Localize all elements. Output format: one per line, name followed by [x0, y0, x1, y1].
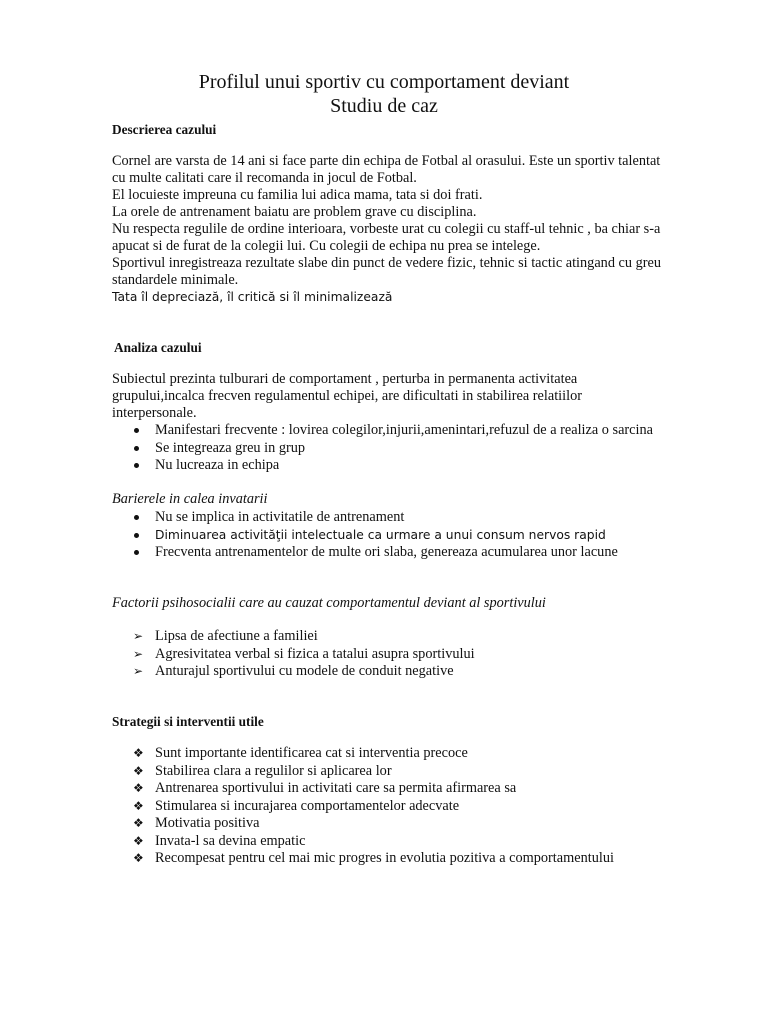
arrow-bullet-icon: ➢: [133, 629, 144, 643]
list-item: Diminuarea activităţii intelectuale ca urmare a unui consum nervos rapid: [112, 527, 618, 545]
diamond-bullet-icon: ❖: [133, 781, 144, 795]
strategies-heading: Strategii si interventii utile: [112, 714, 264, 729]
analysis-heading: Analiza cazului: [114, 340, 202, 355]
bullet-dot-icon: [134, 515, 139, 520]
analysis-paragraph: [112, 371, 712, 422]
diamond-bullet-icon: ❖: [133, 851, 144, 865]
description-line: Cornel are varsta de 14 ani si face parte din echipa de Fotbal al orasului. Este un sportiv talentat: [112, 153, 661, 169]
bullet-dot-icon: [134, 428, 139, 433]
list-item: Nu se implica in activitatile de antrenament: [112, 509, 618, 527]
analysis-bullet-list: [112, 422, 653, 475]
list-item: ❖ Stabilirea clara a regulilor si aplicarea lor: [133, 762, 392, 779]
description-line: El locuieste impreuna cu familia lui adica mama, tata si doi frati.: [112, 187, 483, 203]
barriers-heading: Barierele in calea invatarii: [112, 491, 268, 507]
list-item: Nu lucreaza in echipa: [112, 457, 653, 475]
diamond-bullet-icon: ❖: [133, 746, 144, 760]
factors-bullet-list: [112, 628, 475, 681]
list-item: ❖ Motivatia positiva: [133, 815, 260, 831]
description-line: Sportivul inregistreaza rezultate slabe din punct de vedere fizic, tehnic si tactic atingand cu greu: [112, 255, 662, 271]
diamond-bullet-icon: ❖: [133, 833, 144, 848]
description-line: apucat si de furat de la colegii lui. Cu colegii de echipa nu prea se intelege.: [112, 238, 541, 254]
diamond-bullet-icon: ❖: [133, 798, 144, 813]
barriers-bullet-list: [112, 509, 618, 562]
list-item: ❖ Recompesat pentru cel mai mic progres in evolutia pozitiva a comportamentului: [133, 850, 614, 866]
bullet-dot-icon: [134, 550, 139, 555]
description-line: Tata îl depreciază, îl critică si îl minimalizează: [112, 290, 393, 304]
diamond-bullet-icon: ❖: [133, 816, 144, 830]
factors-heading: Factorii psihosocialii care au cauzat comportamentul deviant al sportivului: [112, 595, 546, 611]
analysis-line: grupului,incalca frecven regulamentul echipei, are dificultati in stabilirea relatiilor: [112, 388, 583, 404]
list-item: Frecventa antrenamentelor de multe ori slaba, genereaza acumularea unor lacune: [112, 544, 618, 562]
list-item: Se integreaza greu in grup: [112, 440, 653, 458]
description-heading: Descrierea cazului: [112, 122, 217, 137]
list-item: ➢ Lipsa de afectiune a familiei: [133, 628, 318, 644]
arrow-bullet-icon: ➢: [133, 646, 144, 661]
bullet-dot-icon: [134, 533, 139, 538]
list-item: ❖ Antrenarea sportivului in activitati care sa permita afirmarea sa: [133, 780, 517, 796]
diamond-bullet-icon: ❖: [133, 763, 144, 778]
document-subtitle: Studiu de caz: [330, 95, 438, 117]
strategies-bullet-list: [112, 745, 614, 868]
list-item: Manifestari frecvente : lovirea colegilor,injurii,amenintari,refuzul de a realiza o sarcina: [112, 422, 653, 440]
description-line: standardele minimale.: [112, 272, 239, 288]
analysis-line: interpersonale.: [112, 405, 197, 421]
bullet-dot-icon: [134, 463, 139, 468]
document-title: Profilul unui sportiv cu comportament deviant: [198, 71, 570, 93]
list-item: ➢ Agresivitatea verbal si fizica a tatalui asupra sportivului: [133, 645, 475, 662]
analysis-line: Subiectul prezinta tulburari de comportament , perturba in permanenta activitatea: [112, 371, 578, 387]
description-line: cu multe calitati care il recomanda in jocul de Fotbal.: [112, 170, 417, 186]
description-paragraph: [112, 153, 712, 306]
list-item: ❖ Invata-l sa devina empatic: [133, 832, 306, 849]
description-line: La orele de antrenament baiatu are problem grave cu disciplina.: [112, 204, 477, 220]
list-item: ➢ Anturajul sportivului cu modele de conduit negative: [133, 663, 454, 679]
arrow-bullet-icon: ➢: [133, 664, 144, 678]
description-line: Nu respecta regulile de ordine interioara, vorbeste urat cu colegii cu staff-ul tehnic , ba chiar s-a: [112, 221, 661, 237]
bullet-dot-icon: [134, 446, 139, 451]
list-item: ❖ Sunt importante identificarea cat si interventia precoce: [133, 745, 468, 761]
list-item: ❖ Stimularea si incurajarea comportamentelor adecvate: [133, 797, 460, 814]
